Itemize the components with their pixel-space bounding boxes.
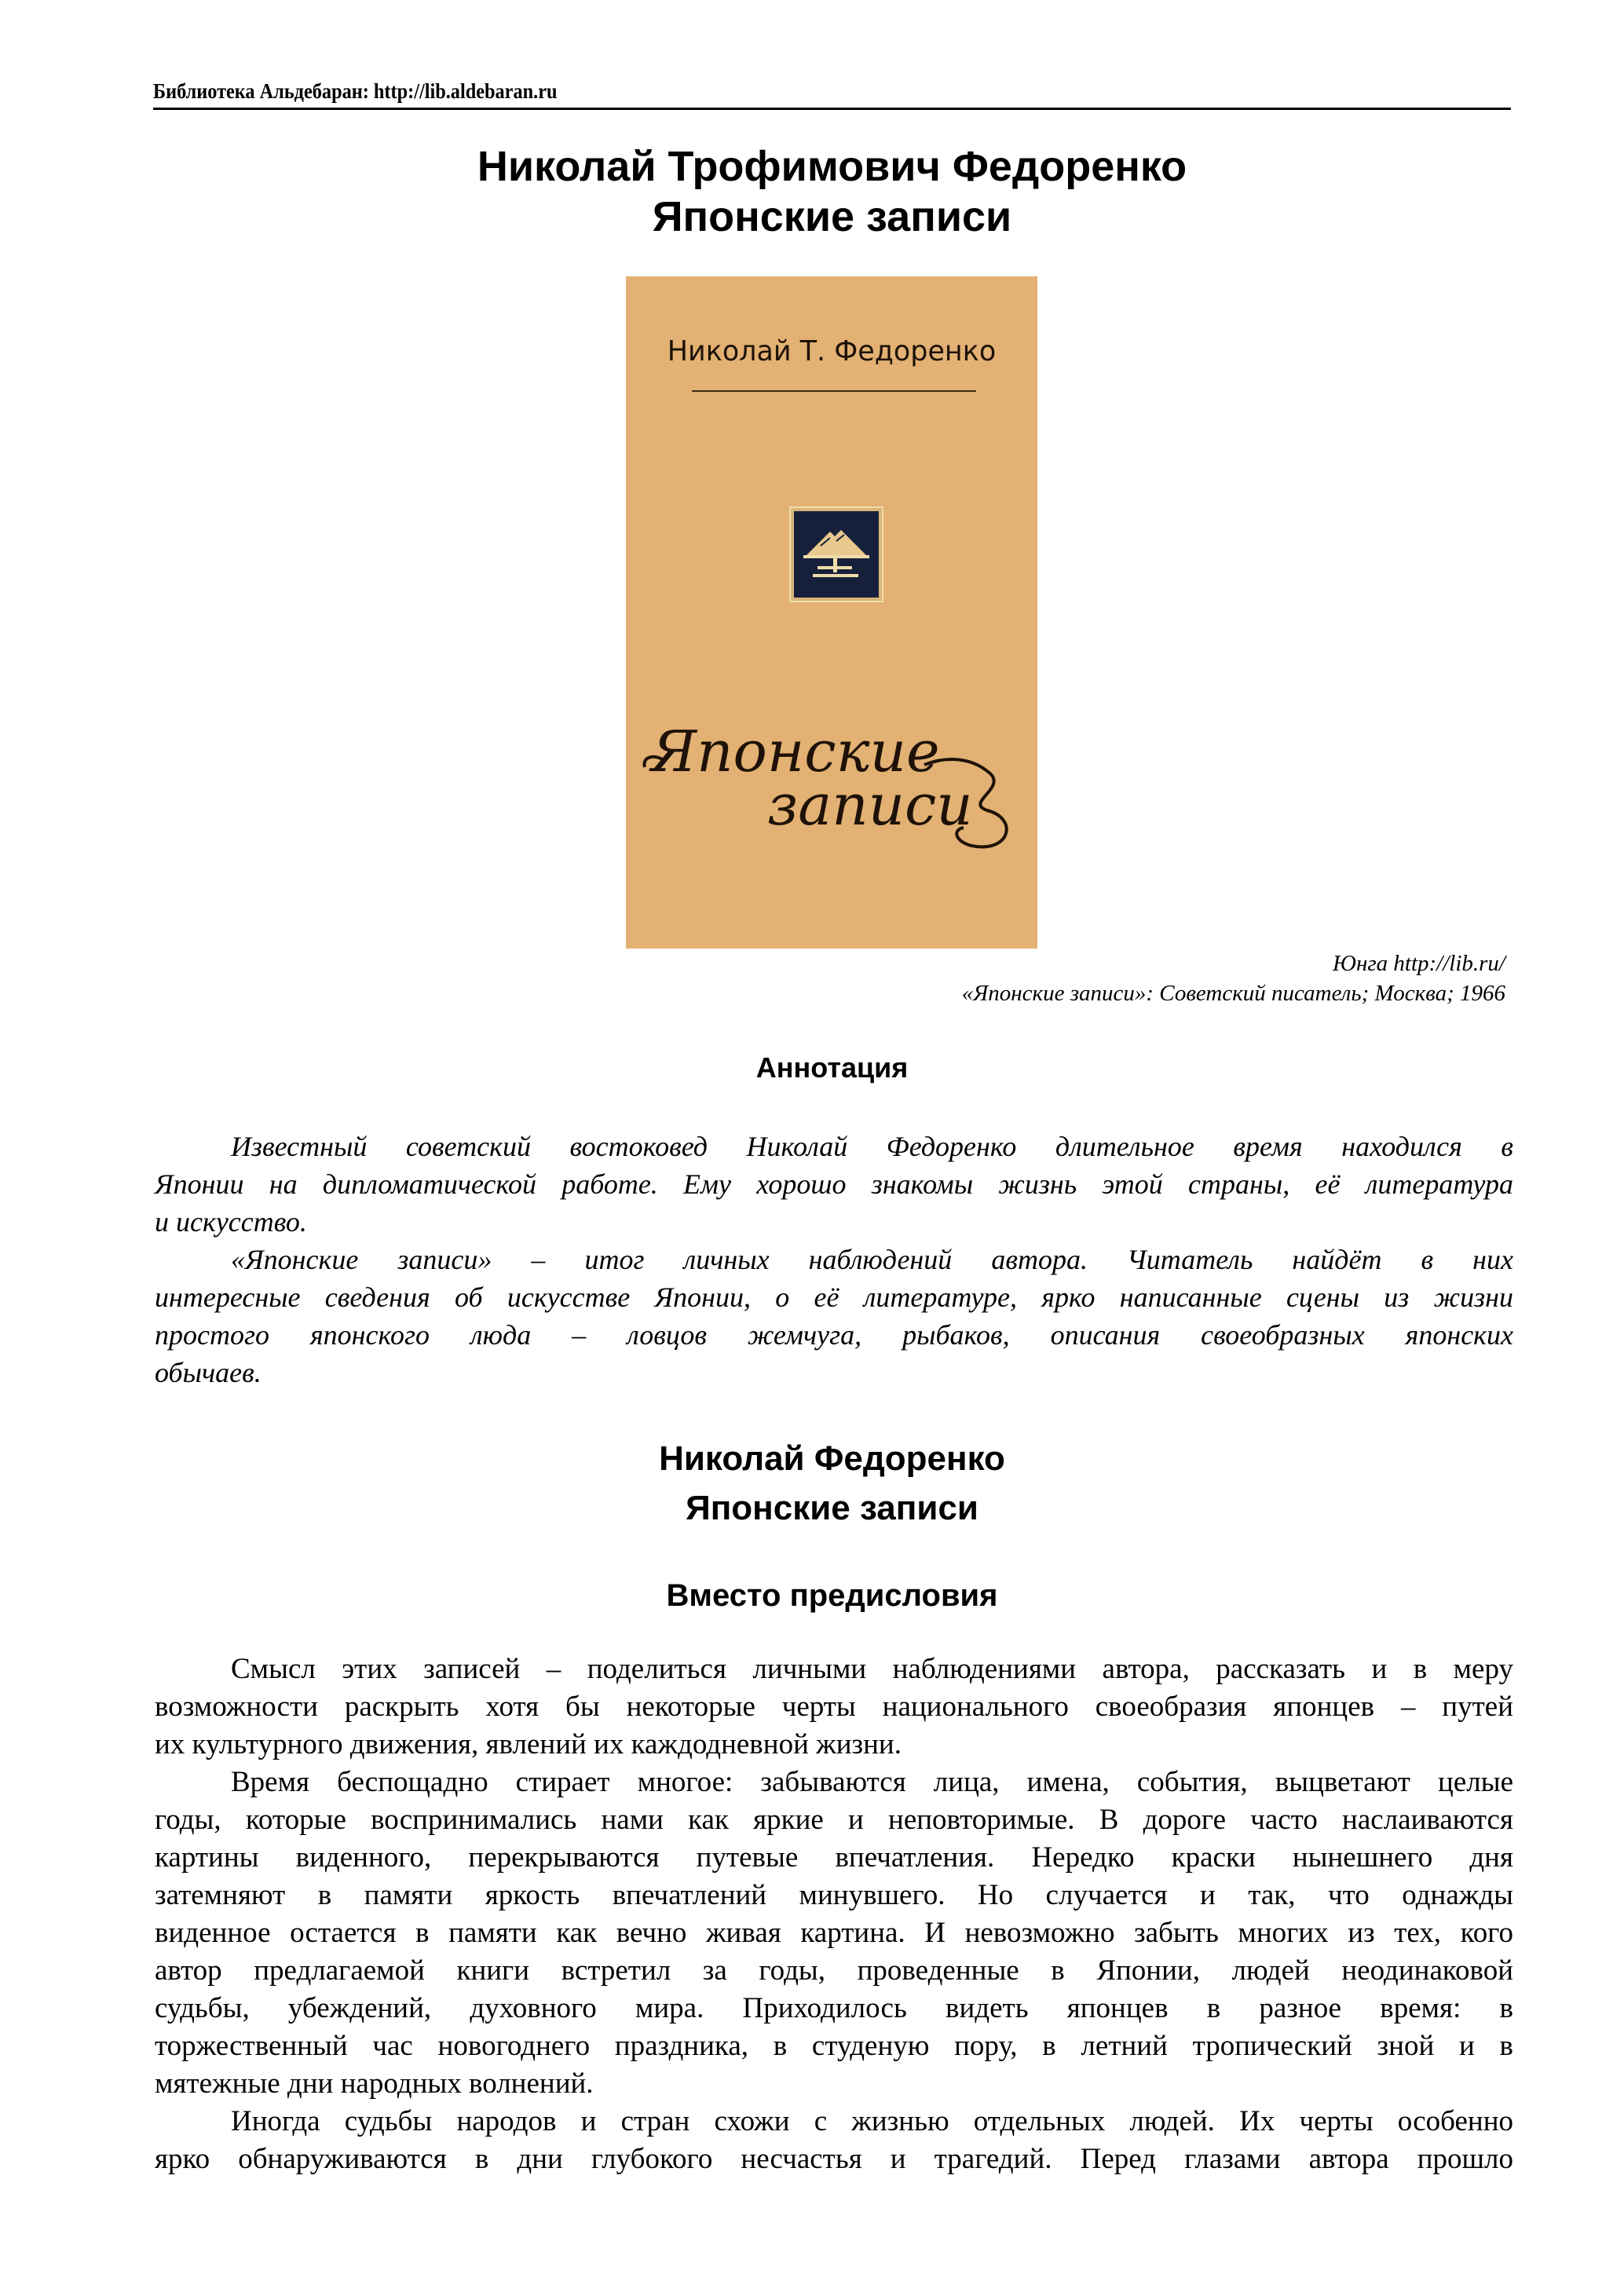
body-line: возможности раскрыть хотя бы некоторые черты национального своеобразия японцев – путей xyxy=(155,1691,1513,1723)
publication-caption: «Японские записи»: Советский писатель; Москва; 1966 xyxy=(961,981,1505,1006)
book-author-title: Николай Трофимович Федоренко xyxy=(477,143,1187,190)
annotation-line: и искусство. xyxy=(155,1206,307,1238)
annotation-text xyxy=(155,1128,1513,1391)
annotation-line: Известный советский востоковед Николай Федоренко длительное время находился в xyxy=(231,1131,1513,1162)
cover-script-line1: Японские xyxy=(651,718,940,784)
publisher-mountain-logo-icon xyxy=(789,506,883,602)
library-header: Библиотека Альдебаран: http://lib.aldebaran.ru xyxy=(153,79,558,103)
chapter-body-text xyxy=(155,1651,1513,2178)
body-line: мятежные дни народных волнений. xyxy=(155,2067,594,2100)
body-line: годы, которые воспринимались нами как яркие и неповторимые. В дороге часто наслаиваются xyxy=(155,1804,1513,1836)
body-line: Иногда судьбы народов и стран схожи с жизнью отдельных людей. Их черты особенно xyxy=(231,2105,1513,2137)
body-line: автор предлагаемой книги встретил за годы, проведенные в Японии, людей неодинаковой xyxy=(155,1954,1513,1987)
body-line: торжественный час новогоднего праздника, в студеную пору, в летний тропический зной и в xyxy=(155,2030,1513,2062)
section-author-heading: Николай Федоренко xyxy=(659,1439,1005,1478)
body-line: затемняют в памяти яркость впечатлений минувшего. Но случается и так, что однажды xyxy=(155,1879,1513,1911)
body-line: Смысл этих записей – поделиться личными наблюдениями автора, рассказать и в меру xyxy=(231,1653,1513,1685)
book-cover-image xyxy=(626,276,1037,949)
section-book-heading: Японские записи xyxy=(686,1489,978,1527)
body-line: картины виденного, перекрываются путевые впечатления. Нередко краски нынешнего дня xyxy=(155,1841,1513,1874)
header-divider xyxy=(153,108,1511,110)
body-line: Время беспощадно стирает многое: забываются лица, имена, события, выцветают целые xyxy=(231,1766,1513,1798)
annotation-line: «Японские записи» – итог личных наблюдений автора. Читатель найдёт в них xyxy=(231,1244,1513,1275)
annotation-line: Японии на дипломатической работе. Ему хорошо знакомы жизнь этой страны, её литература xyxy=(155,1168,1513,1200)
body-line: их культурного движения, явлений их каждодневной жизни. xyxy=(155,1728,902,1760)
annotation-line: обычаев. xyxy=(155,1357,262,1388)
cover-author-name: Николай Т. Федоренко xyxy=(667,335,997,367)
annotation-line: простого японского люда – ловцов жемчуга, рыбаков, описания своеобразных японских xyxy=(155,1319,1513,1351)
chapter-heading: Вместо предисловия xyxy=(666,1578,998,1613)
annotation-heading: Аннотация xyxy=(755,1051,909,1084)
cover-script-title xyxy=(642,693,1034,889)
cover-script-line2: записи xyxy=(767,772,973,838)
source-caption: Юнга http://lib.ru/ xyxy=(1333,951,1505,976)
body-line: ярко обнаруживаются в дни глубокого несчастья и трагедий. Перед глазами автора прошло xyxy=(155,2143,1513,2175)
annotation-line: интересные сведения об искусстве Японии, о её литературе, ярко написанные сцены из жизни xyxy=(155,1281,1513,1313)
body-line: виденное остается в памяти как вечно живая картина. И невозможно забыть многих из тех, кого xyxy=(155,1917,1513,1949)
body-line: судьбы, убеждений, духовного мира. Приходилось видеть японцев в разное время: в xyxy=(155,1992,1513,2024)
book-title: Японские записи xyxy=(652,193,1012,240)
cover-divider xyxy=(692,390,976,392)
